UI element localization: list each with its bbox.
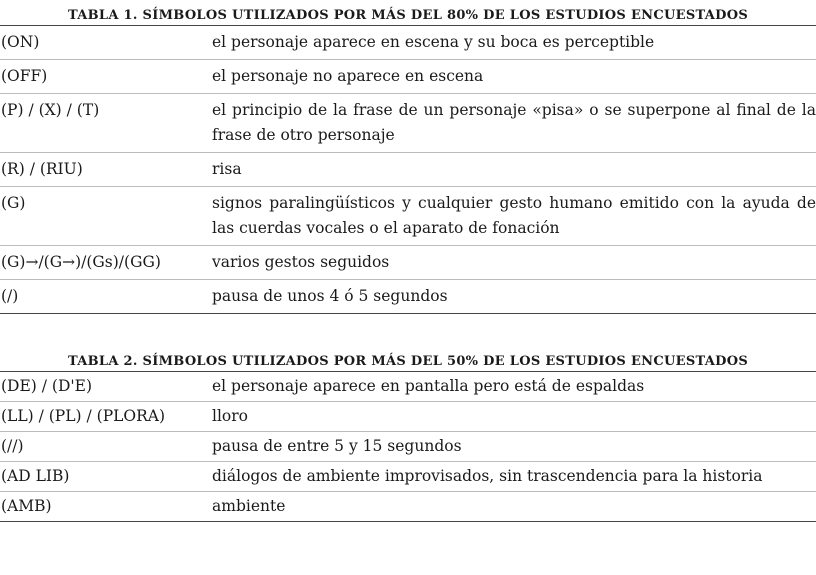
table-row	[0, 402, 816, 432]
table-row	[0, 432, 816, 462]
symbol-cell: (OFF)	[0, 60, 212, 94]
table-row	[0, 246, 816, 280]
table-row	[0, 280, 816, 314]
description-cell: risa	[212, 153, 816, 187]
table-1	[0, 25, 816, 314]
description-cell: el personaje aparece en pantalla pero está de espaldas	[212, 377, 645, 395]
table-2	[0, 371, 816, 522]
symbol-cell: (AD LIB)	[0, 462, 212, 492]
symbol-cell: (G)→/(G→)/(Gs)/(GG)	[0, 246, 212, 280]
table-row	[0, 26, 816, 60]
description-cell: el personaje aparece en escena y su boca es perceptible	[212, 33, 655, 51]
table-row	[0, 492, 816, 522]
symbol-cell: (R) / (RIU)	[0, 153, 212, 187]
table-row	[0, 462, 816, 492]
symbol-cell: (AMB)	[0, 492, 212, 522]
table-row	[0, 153, 816, 187]
symbol-cell: (ON)	[1, 33, 40, 51]
symbol-cell: (P) / (X) / (T)	[0, 94, 212, 153]
table-row	[0, 94, 816, 153]
description-cell: pausa de unos 4 ó 5 segundos	[212, 280, 816, 314]
table-1-caption: TABLA 1. SÍMBOLOS UTILIZADOS POR MÁS DEL 80% DE LOS ESTUDIOS ENCUESTADOS	[67, 8, 749, 23]
description-cell: el principio de la frase de un personaje «pisa» o se superpone al final de la frase de otro personaje	[212, 94, 816, 153]
symbol-cell: (G)	[0, 187, 212, 246]
table-2-caption: TABLA 2. SÍMBOLOS UTILIZADOS POR MÁS DEL 50% DE LOS ESTUDIOS ENCUESTADOS	[67, 354, 749, 369]
description-cell: lloro	[212, 402, 816, 432]
symbol-cell: (DE) / (D'E)	[1, 377, 93, 395]
table-row	[0, 60, 816, 94]
symbol-cell: (//)	[0, 432, 212, 462]
description-cell: pausa de entre 5 y 15 segundos	[212, 432, 816, 462]
symbol-cell: (/)	[0, 280, 212, 314]
description-cell: diálogos de ambiente improvisados, sin trascendencia para la historia	[212, 462, 816, 492]
symbol-cell: (LL) / (PL) / (PLORA)	[0, 402, 212, 432]
description-cell: signos paralingüísticos y cualquier gesto humano emitido con la ayuda de las cuerdas vocales o el aparato de fonación	[212, 187, 816, 246]
description-cell: ambiente	[212, 492, 816, 522]
description-cell: el personaje no aparece en escena	[212, 60, 816, 94]
description-cell: varios gestos seguidos	[212, 246, 816, 280]
table-row	[0, 187, 816, 246]
table-row	[0, 372, 816, 402]
